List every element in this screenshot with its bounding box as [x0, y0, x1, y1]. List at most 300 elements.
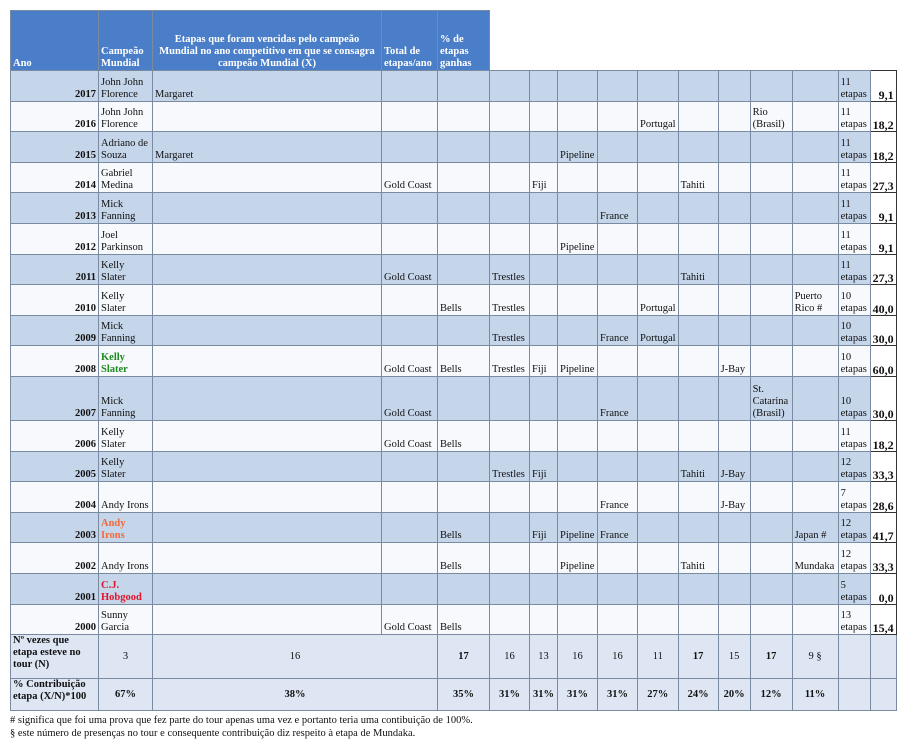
total-stages-cell: 10 etapas [838, 285, 870, 316]
stage-cell [153, 162, 382, 193]
presences-value: 17 [438, 635, 490, 679]
stage-cell [490, 482, 530, 513]
stage-cell [598, 346, 638, 377]
champion-cell: John John Florence [99, 71, 153, 102]
stage-cell [718, 71, 750, 102]
stage-cell [598, 285, 638, 316]
year-cell: 2002 [11, 543, 99, 574]
stage-cell [638, 193, 679, 224]
table-row [11, 285, 897, 316]
stage-cell [750, 193, 792, 224]
contribution-value: 20% [718, 679, 750, 711]
champion-cell: Kelly Slater [99, 254, 153, 285]
stage-cell [153, 376, 382, 420]
stage-cell [153, 543, 382, 574]
stage-cell [678, 346, 718, 377]
stage-cell: Bells [438, 604, 490, 635]
stage-cell [382, 315, 438, 346]
stage-cell: France [598, 482, 638, 513]
stage-cell [718, 573, 750, 604]
stage-cell [792, 315, 838, 346]
total-stages-cell: 11 etapas [838, 162, 870, 193]
stage-cell: Gold Coast [382, 162, 438, 193]
stage-cell [438, 132, 490, 163]
stage-cell: France [598, 512, 638, 543]
stage-cell [718, 162, 750, 193]
table-row [11, 604, 897, 635]
stage-cell [530, 223, 558, 254]
stage-cell [153, 254, 382, 285]
champion-cell: Andy Irons [99, 512, 153, 543]
stage-cell [438, 376, 490, 420]
stage-cell [750, 315, 792, 346]
presences-value: 15 [718, 635, 750, 679]
percent-won-cell: 18,2 [870, 132, 896, 163]
table-row [11, 162, 897, 193]
stage-cell [718, 604, 750, 635]
stage-cell [678, 512, 718, 543]
stage-cell [638, 451, 679, 482]
stage-cell [490, 71, 530, 102]
stage-cell [792, 101, 838, 132]
stage-cell [490, 573, 530, 604]
percent-won-cell: 60,0 [870, 346, 896, 377]
stage-cell [598, 71, 638, 102]
stage-cell [490, 132, 530, 163]
header-spacer [490, 11, 897, 71]
stage-cell [558, 101, 598, 132]
contribution-value: 31% [530, 679, 558, 711]
total-stages-cell: 12 etapas [838, 512, 870, 543]
stage-cell [490, 420, 530, 451]
champion-cell: Andy Irons [99, 482, 153, 513]
presences-value: 13 [530, 635, 558, 679]
stage-cell: France [598, 376, 638, 420]
stage-cell: J-Bay [718, 482, 750, 513]
stage-cell [598, 420, 638, 451]
stage-cell [490, 101, 530, 132]
stage-cell [382, 543, 438, 574]
stage-cell [792, 604, 838, 635]
stage-cell: Trestles [490, 346, 530, 377]
stage-cell [718, 254, 750, 285]
stage-cell [638, 420, 679, 451]
stage-cell [718, 223, 750, 254]
stage-cell [490, 193, 530, 224]
stage-cell [718, 376, 750, 420]
stage-cell [153, 346, 382, 377]
table-row [11, 346, 897, 377]
year-cell: 2000 [11, 604, 99, 635]
year-cell: 2011 [11, 254, 99, 285]
stage-cell [638, 604, 679, 635]
table-row [11, 573, 897, 604]
stage-cell: Trestles [490, 285, 530, 316]
stage-cell [678, 573, 718, 604]
percent-won-cell: 41,7 [870, 512, 896, 543]
champion-cell: Mick Fanning [99, 376, 153, 420]
presences-blank [838, 635, 870, 679]
champion-cell: Mick Fanning [99, 193, 153, 224]
stage-cell [438, 71, 490, 102]
total-stages-cell: 11 etapas [838, 71, 870, 102]
stage-cell [530, 604, 558, 635]
total-stages-cell: 12 etapas [838, 543, 870, 574]
stage-cell [558, 451, 598, 482]
stage-cell: Pipeline [558, 543, 598, 574]
stage-cell: Trestles [490, 254, 530, 285]
stage-cell: Tahiti [678, 162, 718, 193]
stage-cell: Margaret [153, 71, 382, 102]
stage-cell: Pipeline [558, 223, 598, 254]
stage-cell: Gold Coast [382, 254, 438, 285]
stage-cell [382, 482, 438, 513]
stage-cell [750, 512, 792, 543]
stage-cell: Tahiti [678, 254, 718, 285]
percent-won-cell: 40,0 [870, 285, 896, 316]
stage-cell [438, 482, 490, 513]
stage-cell [678, 101, 718, 132]
stage-cell [382, 132, 438, 163]
stage-cell [750, 285, 792, 316]
percent-won-cell: 27,3 [870, 162, 896, 193]
contribution-value: 38% [153, 679, 438, 711]
stage-cell [530, 285, 558, 316]
stage-cell: Pipeline [558, 346, 598, 377]
champion-cell: Andy Irons [99, 543, 153, 574]
stage-cell [490, 376, 530, 420]
stage-cell [153, 420, 382, 451]
table-body [11, 11, 897, 711]
stage-cell: Trestles [490, 451, 530, 482]
stage-cell [438, 451, 490, 482]
champion-cell: John John Florence [99, 101, 153, 132]
header-campeao: Campeão Mundial [99, 11, 153, 71]
stage-cell [638, 482, 679, 513]
contribution-value: 27% [638, 679, 679, 711]
champion-cell: Sunny Garcia [99, 604, 153, 635]
stage-cell [718, 512, 750, 543]
total-stages-cell: 11 etapas [838, 223, 870, 254]
stage-cell [153, 315, 382, 346]
stage-cell: Trestles [490, 315, 530, 346]
stage-cell [598, 162, 638, 193]
stage-cell [792, 223, 838, 254]
champion-cell: Kelly Slater [99, 346, 153, 377]
stage-cell: Pipeline [558, 132, 598, 163]
stage-cell: Margaret [153, 132, 382, 163]
stage-cell: Tahiti [678, 451, 718, 482]
presences-blank [870, 635, 896, 679]
table-row [11, 254, 897, 285]
stage-cell: Bells [438, 512, 490, 543]
total-stages-cell: 11 etapas [838, 254, 870, 285]
stage-cell [718, 101, 750, 132]
total-stages-cell: 7 etapas [838, 482, 870, 513]
header-row [11, 11, 897, 71]
stage-cell [678, 132, 718, 163]
stage-cell: Bells [438, 285, 490, 316]
year-cell: 2012 [11, 223, 99, 254]
footnotes [10, 714, 473, 740]
year-cell: 2010 [11, 285, 99, 316]
stage-cell [530, 573, 558, 604]
stage-cell [638, 223, 679, 254]
year-cell: 2017 [11, 71, 99, 102]
total-stages-cell: 13 etapas [838, 604, 870, 635]
stage-cell [558, 254, 598, 285]
champion-cell: Mick Fanning [99, 315, 153, 346]
stage-cell: J-Bay [718, 451, 750, 482]
stage-cell [490, 162, 530, 193]
total-stages-cell: 11 etapas [838, 101, 870, 132]
stage-cell: Bells [438, 420, 490, 451]
stage-cell [530, 315, 558, 346]
stage-cell [598, 543, 638, 574]
stage-cell [558, 482, 598, 513]
stage-cell [750, 420, 792, 451]
total-stages-cell: 11 etapas [838, 132, 870, 163]
stage-cell [718, 543, 750, 574]
table-row [11, 543, 897, 574]
stage-cell [558, 420, 598, 451]
percent-won-cell: 18,2 [870, 420, 896, 451]
stage-cell [598, 132, 638, 163]
stage-cell: Pipeline [558, 512, 598, 543]
stage-cell [490, 512, 530, 543]
table-row [11, 451, 897, 482]
stage-cell [638, 254, 679, 285]
stage-cell [530, 482, 558, 513]
stage-cell [530, 132, 558, 163]
footer-row-presences [11, 635, 897, 679]
stage-cell [438, 315, 490, 346]
stage-cell [382, 285, 438, 316]
stage-cell [792, 420, 838, 451]
stage-cell: Portugal [638, 315, 679, 346]
stage-cell: Gold Coast [382, 604, 438, 635]
presences-value: 16 [490, 635, 530, 679]
header-total: Total de etapas/ano [382, 11, 438, 71]
stage-cell [153, 482, 382, 513]
total-stages-cell: 11 etapas [838, 193, 870, 224]
stage-cell [792, 346, 838, 377]
presences-value: 11 [638, 635, 679, 679]
stage-cell [438, 101, 490, 132]
stage-cell: J-Bay [718, 346, 750, 377]
total-stages-cell: 10 etapas [838, 376, 870, 420]
stage-cell [792, 132, 838, 163]
stage-cell [558, 285, 598, 316]
footer-row-contribution [11, 679, 897, 711]
stage-cell: Fiji [530, 346, 558, 377]
stage-cell [638, 132, 679, 163]
stage-cell [598, 573, 638, 604]
stage-cell [153, 512, 382, 543]
champion-cell: Kelly Slater [99, 285, 153, 316]
stage-cell [530, 420, 558, 451]
percent-won-cell: 30,0 [870, 315, 896, 346]
champion-cell: Kelly Slater [99, 420, 153, 451]
table-row [11, 512, 897, 543]
stage-cell [792, 376, 838, 420]
table-row [11, 223, 897, 254]
stage-cell: Japan # [792, 512, 838, 543]
stage-cell [598, 604, 638, 635]
stage-cell [558, 71, 598, 102]
champion-cell: Adriano de Souza [99, 132, 153, 163]
stage-cell [530, 71, 558, 102]
stage-cell [718, 132, 750, 163]
presences-label: Nº vezes que etapa esteve no tour (N) [11, 635, 99, 679]
stage-cell [750, 346, 792, 377]
year-cell: 2005 [11, 451, 99, 482]
stage-cell [718, 285, 750, 316]
table-row [11, 193, 897, 224]
stage-cell [153, 101, 382, 132]
total-stages-cell: 12 etapas [838, 451, 870, 482]
stage-cell [530, 193, 558, 224]
presences-value: 17 [750, 635, 792, 679]
total-stages-cell: 5 etapas [838, 573, 870, 604]
contribution-value: 24% [678, 679, 718, 711]
stage-cell: France [598, 193, 638, 224]
percent-won-cell: 33,3 [870, 543, 896, 574]
stage-cell [792, 254, 838, 285]
stage-cell [490, 543, 530, 574]
stage-cell [750, 573, 792, 604]
table-row [11, 71, 897, 102]
presences-value: 16 [558, 635, 598, 679]
table-row [11, 482, 897, 513]
stage-cell: Gold Coast [382, 346, 438, 377]
stage-cell [438, 193, 490, 224]
table-row [11, 132, 897, 163]
stage-cell [750, 71, 792, 102]
stage-cell [718, 193, 750, 224]
contribution-value: 31% [558, 679, 598, 711]
stage-cell [792, 573, 838, 604]
stage-cell [678, 193, 718, 224]
stage-cell [438, 573, 490, 604]
world-champion-table [10, 10, 897, 711]
year-cell: 2014 [11, 162, 99, 193]
presences-value: 16 [598, 635, 638, 679]
year-cell: 2007 [11, 376, 99, 420]
stage-cell [678, 223, 718, 254]
stage-cell [153, 223, 382, 254]
contribution-value: 67% [99, 679, 153, 711]
stage-cell [382, 451, 438, 482]
stage-cell [558, 193, 598, 224]
stage-cell [792, 482, 838, 513]
year-cell: 2003 [11, 512, 99, 543]
table-row [11, 420, 897, 451]
stage-cell [638, 543, 679, 574]
stage-cell [382, 573, 438, 604]
stage-cell [792, 162, 838, 193]
stage-cell [750, 223, 792, 254]
year-cell: 2016 [11, 101, 99, 132]
total-stages-cell: 10 etapas [838, 346, 870, 377]
stage-cell [638, 71, 679, 102]
contribution-value: 31% [490, 679, 530, 711]
percent-won-cell: 0,0 [870, 573, 896, 604]
stage-cell: France [598, 315, 638, 346]
presences-value: 3 [99, 635, 153, 679]
footnote-hash: # significa que foi uma prova que fez parte do tour apenas uma vez e portanto teria uma contibuição de 100%. [10, 715, 473, 726]
total-stages-cell: 11 etapas [838, 420, 870, 451]
stage-cell [792, 71, 838, 102]
presences-value: 9 § [792, 635, 838, 679]
stage-cell [530, 543, 558, 574]
presences-value: 17 [678, 635, 718, 679]
percent-won-cell: 18,2 [870, 101, 896, 132]
stage-cell [558, 604, 598, 635]
year-cell: 2004 [11, 482, 99, 513]
stage-cell [438, 162, 490, 193]
table-row [11, 376, 897, 420]
champion-cell: C.J. Hobgood [99, 573, 153, 604]
stage-cell [678, 71, 718, 102]
stage-cell [598, 451, 638, 482]
stage-cell [153, 451, 382, 482]
header-ano: Ano [11, 11, 99, 71]
results-table-container [10, 10, 897, 711]
table-row [11, 101, 897, 132]
percent-won-cell: 33,3 [870, 451, 896, 482]
stage-cell [750, 132, 792, 163]
stage-cell [382, 101, 438, 132]
stage-cell [750, 604, 792, 635]
stage-cell [153, 285, 382, 316]
stage-cell [438, 254, 490, 285]
header-etapas: Etapas que foram vencidas pelo campeão Mundial no ano competitivo em que se consagra campeão Mundial (X) [153, 11, 382, 71]
stage-cell [558, 376, 598, 420]
champion-cell: Kelly Slater [99, 451, 153, 482]
stage-cell [678, 285, 718, 316]
stage-cell [490, 604, 530, 635]
contribution-blank [838, 679, 870, 711]
percent-won-cell: 27,3 [870, 254, 896, 285]
year-cell: 2015 [11, 132, 99, 163]
year-cell: 2001 [11, 573, 99, 604]
stage-cell [530, 376, 558, 420]
stage-cell [558, 162, 598, 193]
stage-cell: Tahiti [678, 543, 718, 574]
percent-won-cell: 28,6 [870, 482, 896, 513]
stage-cell [750, 451, 792, 482]
stage-cell [598, 101, 638, 132]
stage-cell: Puerto Rico # [792, 285, 838, 316]
stage-cell [382, 223, 438, 254]
stage-cell [678, 604, 718, 635]
stage-cell: Fiji [530, 162, 558, 193]
stage-cell [638, 376, 679, 420]
header-pct: % de etapas ganhas [438, 11, 490, 71]
stage-cell [678, 482, 718, 513]
stage-cell: Bells [438, 543, 490, 574]
stage-cell [638, 512, 679, 543]
percent-won-cell: 15,4 [870, 604, 896, 635]
year-cell: 2009 [11, 315, 99, 346]
stage-cell [678, 315, 718, 346]
stage-cell [638, 573, 679, 604]
year-cell: 2008 [11, 346, 99, 377]
stage-cell [598, 223, 638, 254]
stage-cell [638, 346, 679, 377]
stage-cell: Rio (Brasil) [750, 101, 792, 132]
